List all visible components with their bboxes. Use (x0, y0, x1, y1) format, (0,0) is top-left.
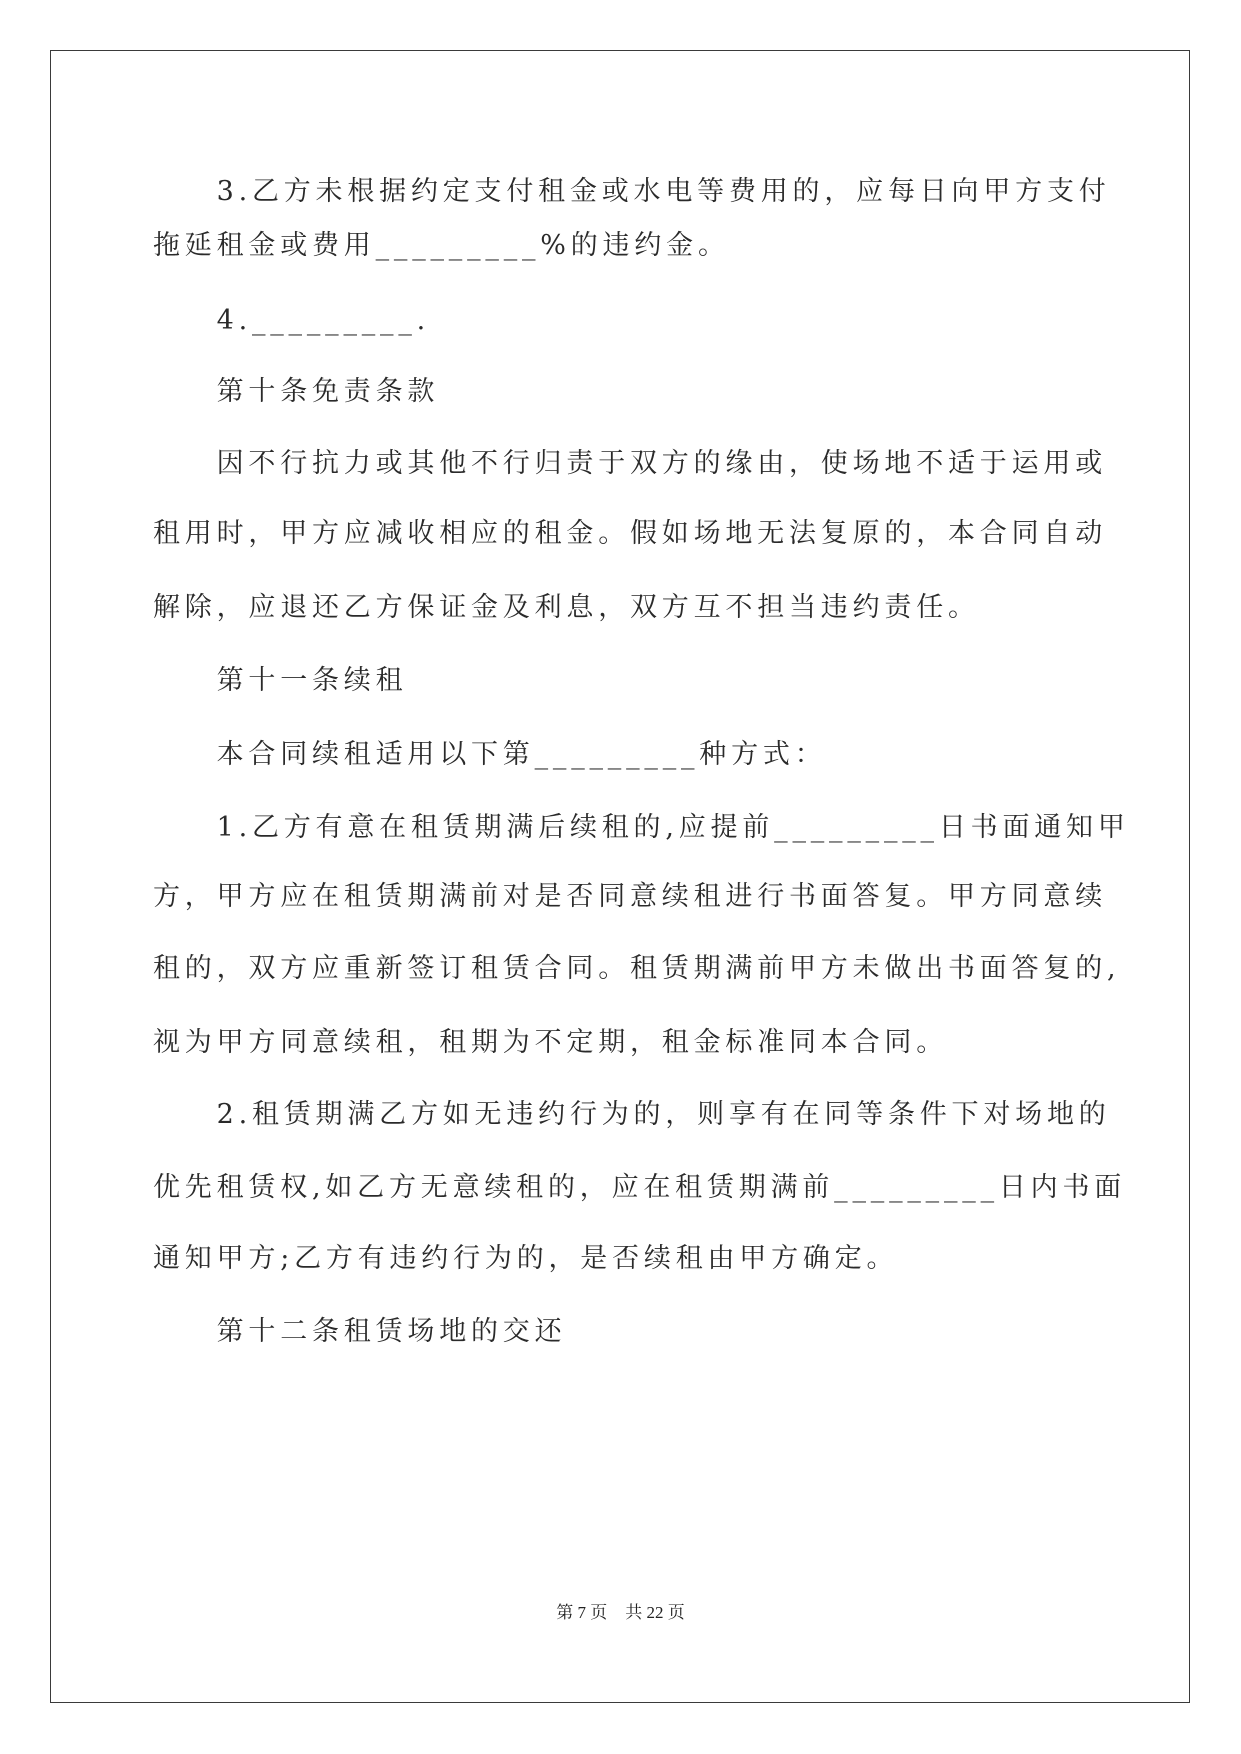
page-border (50, 50, 1190, 1703)
paragraph-line: 2.租赁期满乙方如无违约行为的，则享有在同等条件下对场地的 (153, 1099, 1111, 1130)
section-heading: 第十二条租赁场地的交还 (153, 1316, 567, 1347)
paragraph-line: 拖延租金或费用_________%的违约金。 (153, 230, 730, 261)
paragraph-line: 4._________. (153, 305, 431, 336)
paragraph-line: 解除，应退还乙方保证金及利息，双方互不担当违约责任。 (153, 592, 980, 623)
paragraph-line: 本合同续租适用以下第_________种方式： (153, 739, 827, 770)
current-page-number: 第 7 页 (556, 1603, 608, 1622)
paragraph-line: 租的，双方应重新签订租赁合同。租赁期满前甲方未做出书面答复的, (153, 953, 1121, 984)
paragraph-line: 因不行抗力或其他不行归责于双方的缘由，使场地不适于运用或 (153, 448, 1107, 479)
section-heading: 第十一条续租 (153, 665, 408, 696)
paragraph-line: 租用时，甲方应减收相应的租金。假如场地无法复原的，本合同自动 (153, 518, 1107, 549)
paragraph-line: 视为甲方同意续租，租期为不定期，租金标准同本合同。 (153, 1027, 948, 1058)
page-footer (0, 1598, 1241, 1623)
total-page-count: 共 22 页 (625, 1603, 685, 1622)
paragraph-line: 通知甲方;乙方有违约行为的，是否续租由甲方确定。 (153, 1243, 899, 1274)
paragraph-line: 3.乙方未根据约定支付租金或水电等费用的，应每日向甲方支付 (153, 176, 1111, 207)
paragraph-line: 方，甲方应在租赁期满前对是否同意续租进行书面答复。甲方同意续 (153, 881, 1107, 912)
section-heading: 第十条免责条款 (153, 376, 440, 407)
paragraph-line: 1.乙方有意在租赁期满后续租的,应提前_________日书面通知甲 (153, 812, 1130, 843)
paragraph-line: 优先租赁权,如乙方无意续租的，应在租赁期满前_________日内书面 (153, 1172, 1127, 1203)
